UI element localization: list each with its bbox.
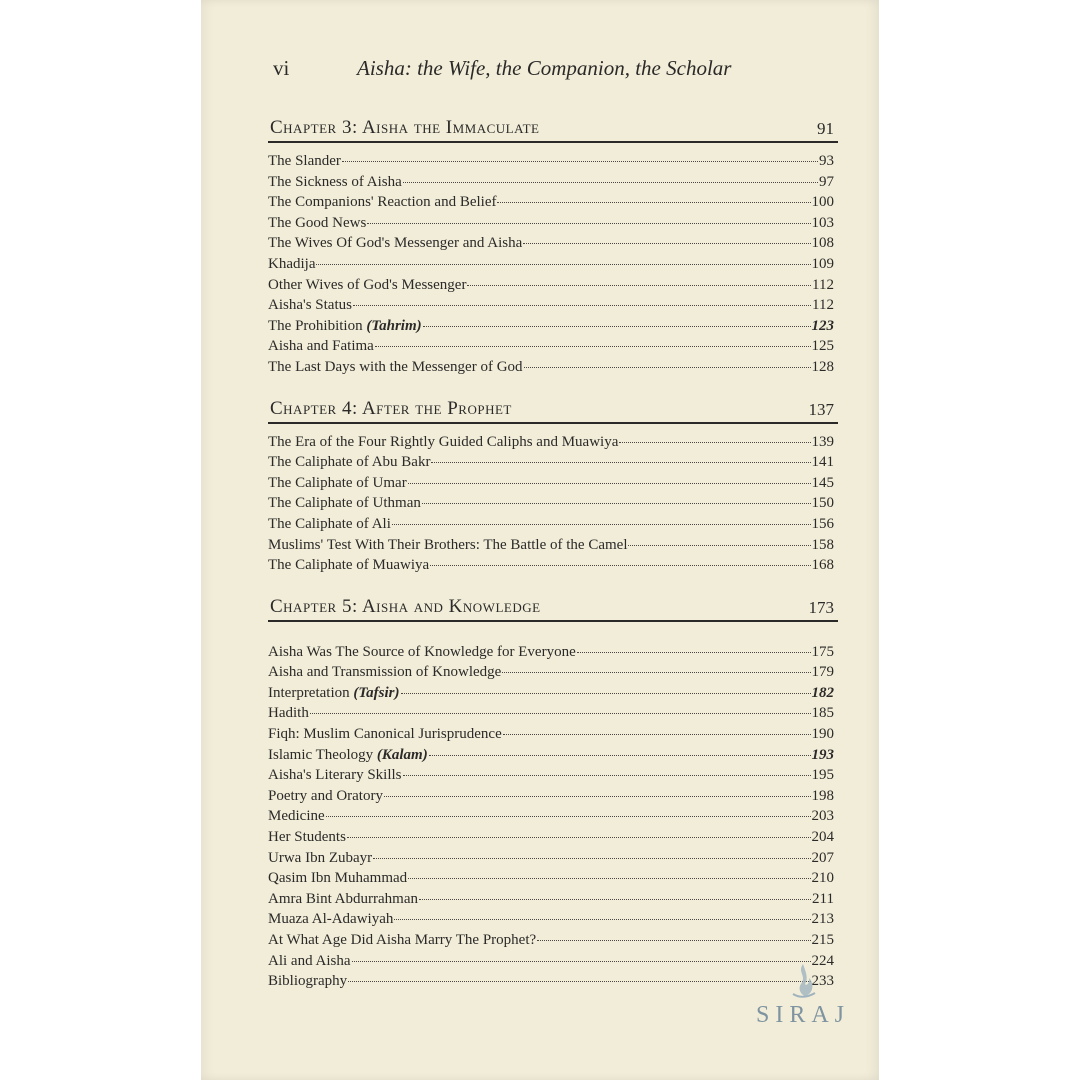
- dot-leader: [430, 564, 810, 566]
- toc-entry: [268, 889, 838, 910]
- dot-leader: [352, 960, 811, 962]
- toc-entry-label: [268, 275, 466, 296]
- toc-entry-page: 182: [811, 684, 834, 701]
- toc-entry-page: 185: [811, 705, 834, 722]
- toc-entry-label: [268, 662, 501, 683]
- toc-entry-text: Aisha and Transmission of Knowledge: [268, 664, 502, 681]
- header-title: Aisha: the Wife, the Companion, the Scholar: [357, 56, 732, 80]
- dot-leader: [353, 304, 811, 306]
- chapter-heading: [268, 592, 838, 622]
- header-page-number: vi: [273, 56, 290, 80]
- toc-entry-text: Muslims' Test With Their Brothers: The Battle of the Camel: [268, 536, 628, 553]
- toc-entry-label: [268, 555, 429, 576]
- toc-entry: [268, 295, 838, 316]
- toc-entry: [268, 336, 838, 357]
- toc-entry-label: [268, 930, 536, 951]
- toc-entry-page: 145: [811, 474, 834, 491]
- dot-leader: [503, 733, 811, 735]
- chapter-title: Chapter 4: After the Prophet: [270, 397, 512, 419]
- toc-entry: [268, 233, 838, 254]
- toc-entry: [268, 514, 838, 535]
- toc-entry-label: [268, 452, 430, 473]
- toc-entry-text: At What Age Did Aisha Marry The Prophet?: [268, 932, 537, 948]
- dot-leader: [401, 692, 811, 694]
- toc-entry-text: Fiqh: Muslim Canonical Jurisprudence: [268, 726, 502, 743]
- toc-entry-page: 213: [811, 911, 834, 928]
- toc-entry-page: 93: [819, 153, 834, 169]
- toc-entry: [268, 848, 838, 869]
- toc-entry-text: The Caliphate of Umar: [268, 474, 407, 491]
- toc-entry-page: 224: [811, 952, 834, 969]
- toc-entry-text: The Good News: [268, 214, 367, 231]
- toc-entry-text: Amra Bint Abdurrahman: [268, 890, 418, 907]
- toc-entry-text: The Caliphate of Ali: [268, 515, 391, 532]
- toc-entry-text: The Last Days with the Messenger of God: [268, 358, 523, 375]
- toc-entry: [268, 786, 838, 807]
- dot-leader: [431, 461, 810, 463]
- dot-leader: [423, 325, 811, 327]
- toc-entry-label: [268, 889, 418, 910]
- chapter-page-number: 137: [808, 399, 834, 419]
- toc-entry-label: [268, 909, 393, 930]
- toc-entry: [268, 432, 838, 453]
- chapter-group: [268, 394, 838, 576]
- toc-entry-label: [268, 357, 523, 378]
- toc-entry-text: Poetry and Oratory: [268, 787, 383, 804]
- toc-entry-text: The Companions' Reaction and Belief: [268, 194, 497, 211]
- toc-entry: [268, 452, 838, 473]
- toc-entry-text: Aisha and Fatima: [268, 338, 374, 355]
- chapter-heading: [268, 113, 838, 143]
- toc-entry-page: 156: [811, 515, 834, 532]
- dot-leader: [619, 441, 810, 443]
- toc-entry-label: [268, 827, 346, 848]
- dot-leader: [524, 366, 811, 368]
- toc-entry-page: 139: [811, 433, 834, 450]
- dot-leader: [497, 201, 810, 203]
- toc-entry: [268, 151, 838, 172]
- dot-leader: [577, 651, 811, 653]
- toc-entry-page: 168: [811, 557, 834, 574]
- dot-leader: [628, 544, 810, 546]
- chapter-title: Chapter 5: Aisha and Knowledge: [270, 595, 541, 617]
- toc-entry-page: 207: [811, 849, 834, 866]
- toc-entry-label: [268, 951, 351, 972]
- toc-entry-label: [268, 316, 422, 337]
- toc-entry-term: (Tahrim): [366, 317, 422, 334]
- siraj-watermark: [748, 960, 858, 1050]
- toc-entry-label: [268, 971, 347, 992]
- toc-entry: [268, 765, 838, 786]
- toc-entry-label: [268, 724, 502, 745]
- toc-entry-page: 203: [811, 808, 834, 825]
- toc-entry-text: Ali and Aisha: [268, 952, 351, 969]
- watermark-text: SIRAJ: [755, 1002, 851, 1028]
- toc-entry-label: [268, 806, 325, 827]
- toc-entry-text: Aisha Was The Source of Knowledge for Everyone: [268, 643, 576, 660]
- toc-entry-label: [268, 765, 402, 786]
- toc-entry: [268, 642, 838, 663]
- toc-entry: [268, 473, 838, 494]
- toc-entry: [268, 254, 838, 275]
- dot-leader: [422, 502, 811, 504]
- dot-leader: [342, 160, 818, 162]
- running-header: [273, 56, 753, 86]
- toc-entry-label: [268, 473, 407, 494]
- toc-entry-page: 112: [812, 297, 834, 314]
- chapter-group: [268, 113, 838, 378]
- toc-entry-page: 109: [811, 255, 834, 272]
- dot-leader: [403, 774, 811, 776]
- toc-entry: [268, 909, 838, 930]
- toc-entry-page: 97: [819, 173, 834, 190]
- toc-entry-label: [268, 192, 496, 213]
- toc-entry: [268, 827, 838, 848]
- toc-entry-text: Hadith: [268, 705, 309, 722]
- toc-entry: [268, 316, 838, 337]
- toc-entry-text: Khadija: [268, 255, 316, 272]
- toc-entry: [268, 192, 838, 213]
- toc-entry-label: [268, 514, 391, 535]
- dot-leader: [467, 284, 811, 286]
- toc-entry: [268, 555, 838, 576]
- toc-entry-label: [268, 172, 402, 193]
- dot-leader: [523, 242, 810, 244]
- dot-leader: [403, 181, 818, 183]
- dot-leader: [537, 939, 810, 941]
- toc-entry: [268, 703, 838, 724]
- dot-leader: [347, 836, 811, 838]
- toc-entry-label: [268, 432, 618, 453]
- toc-entry: [268, 868, 838, 889]
- toc-entry-text: Islamic Theology: [268, 746, 374, 763]
- table-of-contents: [268, 113, 838, 992]
- toc-entry-text: Urwa Ibn Zubayr: [268, 849, 373, 866]
- toc-entry-text: Aisha's Literary Skills: [268, 767, 402, 784]
- toc-entry: [268, 493, 838, 514]
- toc-entry: [268, 806, 838, 827]
- toc-entry-label: [268, 642, 576, 663]
- dot-leader: [375, 345, 811, 347]
- toc-entry-label: [268, 254, 315, 275]
- toc-entry-label: [268, 213, 366, 234]
- dot-leader: [392, 523, 811, 525]
- toc-entry-term: (Tafsir): [353, 684, 400, 701]
- toc-entry-label: [268, 295, 352, 316]
- toc-entry-page: 179: [811, 664, 834, 681]
- toc-entry-text: The Prohibition: [268, 317, 363, 334]
- toc-entry: [268, 275, 838, 296]
- dot-leader: [310, 712, 811, 714]
- toc-entry-page: 195: [811, 767, 834, 784]
- toc-entry-text: The Caliphate of Muawiya: [268, 557, 430, 574]
- toc-entry: [268, 745, 838, 766]
- dot-leader: [419, 898, 811, 900]
- chapter-heading: [268, 394, 838, 424]
- toc-entry-text: The Caliphate of Uthman: [268, 495, 421, 512]
- toc-entry: [268, 683, 838, 704]
- toc-entry: [268, 213, 838, 234]
- chapter-title: Chapter 3: Aisha the Immaculate: [270, 117, 540, 138]
- toc-entry-page: 150: [811, 495, 834, 512]
- toc-entry-label: [268, 336, 374, 357]
- toc-entry-page: 112: [812, 276, 834, 293]
- dot-leader: [429, 754, 811, 756]
- toc-entry-text: Other Wives of God's Messenger: [268, 276, 467, 293]
- toc-entry-page: 193: [811, 746, 834, 763]
- toc-entry-page: 128: [811, 358, 834, 375]
- chapter-page-number: 173: [808, 597, 834, 617]
- toc-entry-label: [268, 683, 400, 704]
- toc-entry-label: [268, 535, 627, 556]
- toc-entry-text: The Era of the Four Rightly Guided Caliphs and Muawiya: [268, 433, 619, 450]
- chapter-group: [268, 592, 838, 992]
- dot-leader: [373, 857, 810, 859]
- toc-entry: [268, 357, 838, 378]
- toc-entry: [268, 724, 838, 745]
- toc-entry-term: (Kalam): [376, 746, 428, 763]
- toc-entry-page: 190: [811, 726, 834, 743]
- toc-entry-text: The Slander: [268, 153, 341, 169]
- toc-entry: [268, 535, 838, 556]
- toc-entry-label: [268, 868, 407, 889]
- dot-leader: [408, 877, 810, 879]
- dot-leader: [502, 671, 810, 673]
- dot-leader: [394, 918, 810, 920]
- dot-leader: [316, 263, 810, 265]
- toc-entry-text: Medicine: [268, 808, 325, 825]
- toc-entry-page: 215: [811, 932, 834, 948]
- toc-entry-page: 204: [811, 829, 834, 846]
- dot-leader: [326, 815, 811, 817]
- dot-leader: [408, 482, 811, 484]
- toc-entry-text: Bibliography: [268, 973, 348, 990]
- toc-entry-text: Qasim Ibn Muhammad: [268, 870, 408, 887]
- toc-entry-label: [268, 233, 522, 254]
- toc-entry-page: 141: [811, 454, 834, 471]
- toc-entry-label: [268, 848, 372, 869]
- toc-entry: [268, 662, 838, 683]
- toc-entry-label: [268, 745, 428, 766]
- toc-entry-page: 123: [811, 317, 834, 334]
- toc-entry-text: The Sickness of Aisha: [268, 173, 402, 190]
- toc-entry-text: The Caliphate of Abu Bakr: [268, 454, 431, 471]
- spacer: [268, 630, 838, 642]
- toc-entry-text: Aisha's Status: [268, 297, 352, 314]
- toc-entry-page: 158: [811, 536, 834, 553]
- toc-entry-page: 108: [811, 235, 834, 252]
- toc-entry-page: 103: [811, 214, 834, 231]
- toc-entry-page: 198: [811, 787, 834, 804]
- toc-entry-text: Interpretation: [268, 684, 350, 701]
- toc-entry-page: 175: [811, 643, 834, 660]
- dot-leader: [367, 222, 810, 224]
- toc-entry-text: Muaza Al-Adawiyah: [268, 911, 394, 928]
- flame-logo-icon: [783, 960, 823, 1000]
- toc-entry-page: 210: [811, 870, 834, 887]
- toc-entry-label: [268, 151, 341, 172]
- toc-entry: [268, 172, 838, 193]
- chapter-page-number: 91: [817, 119, 834, 138]
- toc-entry-page: 211: [812, 890, 834, 907]
- toc-entry: [268, 930, 838, 951]
- toc-entry-text: The Wives Of God's Messenger and Aisha: [268, 235, 523, 252]
- dot-leader: [348, 980, 810, 982]
- toc-entry-label: [268, 493, 421, 514]
- toc-entry-label: [268, 703, 309, 724]
- toc-entry-page: 100: [811, 194, 834, 211]
- dot-leader: [384, 795, 811, 797]
- toc-entry-label: [268, 786, 383, 807]
- toc-entry-text: Her Students: [268, 829, 346, 846]
- toc-entry-page: 233: [811, 973, 834, 990]
- toc-entry-page: 125: [811, 338, 834, 355]
